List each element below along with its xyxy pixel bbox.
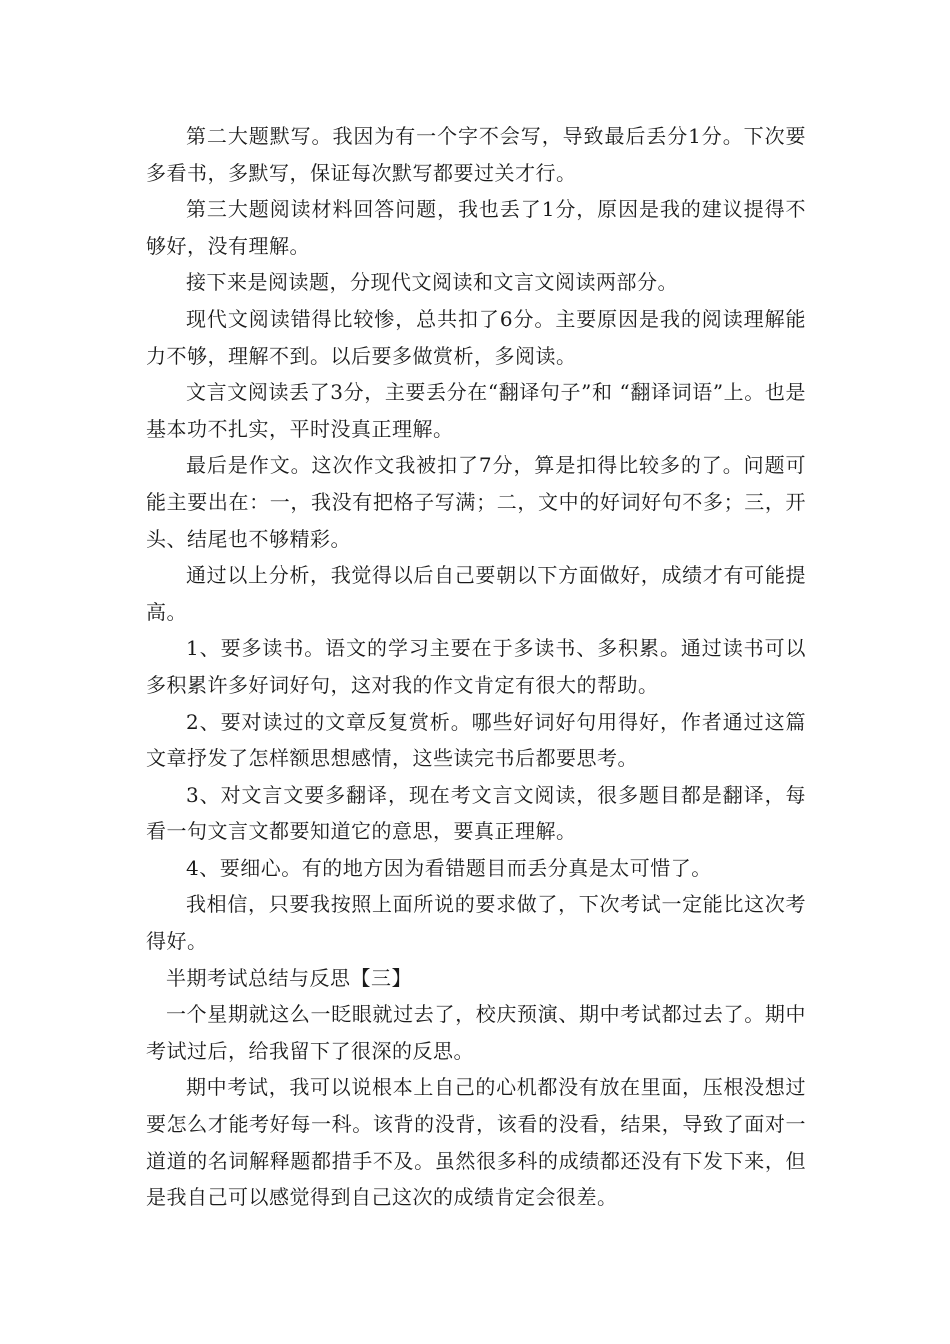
paragraph-point-1: 1、要多读书。语文的学习主要在于多读书、多积累。通过读书可以多积累许多好词好句，这对我的作文肯定有很大的帮助。 [146,636,806,697]
paragraph-dictation: 第二大题默写。我因为有一个字不会写，导致最后丢分1分。下次要多看书，多默写，保证每次默写都要过关才行。 [146,124,806,185]
paragraph-conclusion: 我相信，只要我按照上面所说的要求做了，下次考试一定能比这次考得好。 [146,892,806,954]
paragraph-composition: 最后是作文。这次作文我被扣了7分，算是扣得比较多的了。问题可能主要出在：一，我没有把格子写满；二，文中的好词好句不多；三，开头、结尾也不够精彩。 [146,453,806,551]
paragraph-point-4: 4、要细心。有的地方因为看错题目而丢分真是太可惜了。 [186,855,712,880]
paragraph-point-3: 3、对文言文要多翻译，现在考文言文阅读，很多题目都是翻译，每看一句文言文都要知道它的意思，要真正理解。 [146,782,806,844]
section-heading: 半期考试总结与反思【三】 [166,965,412,990]
paragraph-reading-material: 第三大题阅读材料回答问题，我也丢了1分，原因是我的建议提得不够好，没有理解。 [146,197,806,258]
paragraph-analysis-summary: 通过以上分析，我觉得以后自己要朝以下方面做好，成绩才有可能提高。 [146,563,806,624]
paragraph-week-passed: 一个星期就这么一眨眼就过去了，校庆预演、期中考试都过去了。期中考试过后，给我留下了很深的反思。 [146,1002,806,1063]
paragraph-modern-reading: 现代文阅读错得比较惨，总共扣了6分。主要原因是我的阅读理解能力不够，理解不到。以后要多做赏析，多阅读。 [146,306,806,368]
paragraph-classical-reading: 文言文阅读丢了3分，主要丢分在“翻译句子”和 “翻译词语”上。也是基本功不扎实，平时没真正理解。 [146,380,806,441]
paragraph-reading-intro: 接下来是阅读题，分现代文阅读和文言文阅读两部分。 [186,270,678,295]
paragraph-midterm-reflection: 期中考试，我可以说根本上自己的心机都没有放在里面，压根没想过要怎么才能考好每一科。该背的没背，该看的没看，结果，导致了面对一道道的名词解释题都措手不及。虽然很多科的成绩都还没有下发下来，但是我自己可以感觉得到自己这次的成绩肯定会很差。 [146,1075,806,1210]
paragraph-point-2: 2、要对读过的文章反复赏析。哪些好词好句用得好，作者通过这篇文章抒发了怎样额思想感情，这些读完书后都要思考。 [146,709,806,771]
document-page [146,118,806,1216]
